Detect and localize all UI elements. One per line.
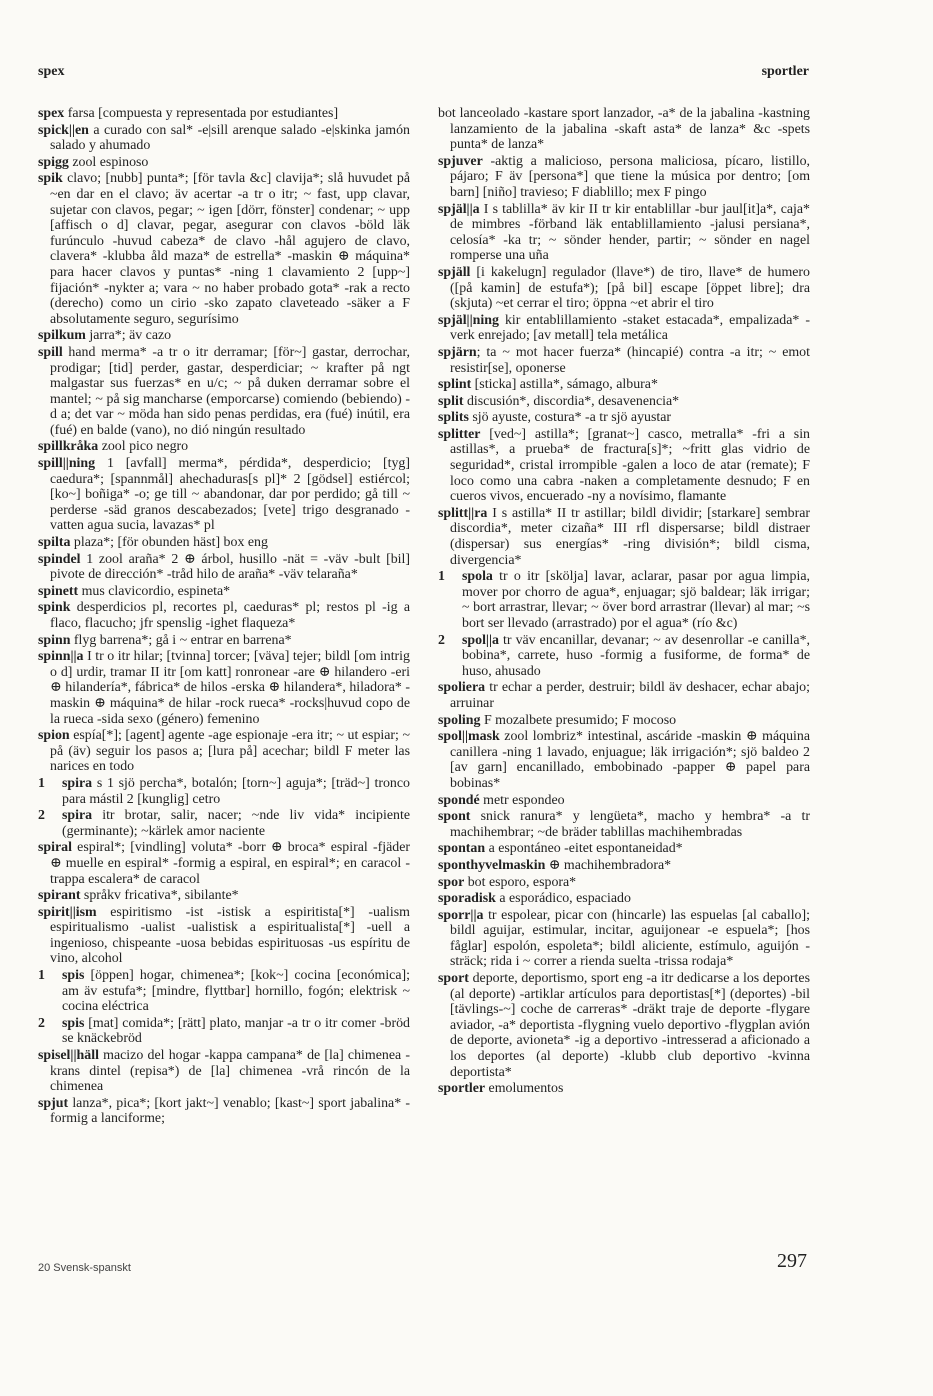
definition: lanza*, pica*; [kort jakt~] venablo; [kast~] sport jabalina* -formig a lanciforme;: [50, 1095, 410, 1127]
running-head-left: spex: [38, 64, 65, 79]
dictionary-entry: [38, 1016, 410, 1047]
definition: desperdicios pl, recortes pl, caeduras* pl; restos pl -ig a flaco, flacucho; jfr spenslig -ighet flaqueza*: [50, 600, 410, 631]
dictionary-entry: [438, 506, 810, 568]
dictionary-entry: [438, 1081, 810, 1097]
definition: tr o itr [skölja] lavar, aclarar, pasar por agua limpia, mover por chorro de agua*, enjuagar; sjö baldear; läk irrigar; ~ bort arrastrar, llevar; ~ över bord arrastrar (llevar) al mar; ~s bort ser llevado (arrastrado) por el agua* (río &c): [462, 569, 810, 631]
definition: zool pico negro: [98, 439, 189, 455]
dictionary-entry: [438, 202, 810, 264]
definition: kir entablillamiento -staket estacada*, empalizada* -verk enrejado; [av metall] tela metálica: [450, 312, 810, 344]
dictionary-entry: [38, 584, 410, 600]
headword: spjäl||ning: [438, 312, 499, 328]
headword: splitter: [438, 426, 481, 442]
dictionary-entry: [438, 793, 810, 809]
definition: farsa [compuesta y representada por estudiantes]: [64, 106, 339, 121]
left-column: [38, 106, 410, 1256]
dictionary-entry: [38, 1048, 410, 1095]
dictionary-entry: [38, 552, 410, 583]
dictionary-entry: [38, 123, 410, 154]
headword: spjäl||a: [438, 201, 480, 217]
headword: spigg: [38, 154, 69, 170]
printer-signature: 20 Svensk-spanskt: [38, 1262, 131, 1274]
definition: [ved~] astilla*; [granat~] casco, metralla* -fri a sin astillas*, a prueba* de fractura[s]*; ~fritt glas vidrio de seguridad*, cristal irrompible -galen a loco de atar (remate); F loco como una cabra -naken a completamente desnudo; F en cueros vivos, encuerado -ny a novísimo, flamante: [450, 426, 810, 505]
headword: spont: [438, 809, 471, 825]
dictionary-entry: [38, 456, 410, 534]
homograph-number: 2: [38, 1015, 45, 1031]
definition: metr espondeo: [479, 792, 565, 808]
dictionary-entry: [438, 875, 810, 891]
dictionary-entry: [438, 313, 810, 344]
headword: spoling: [438, 712, 481, 728]
headword: spink: [38, 600, 71, 616]
definition: I tr o itr hilar; [tvinna] torcer; [väva] tejer; bildl [om intrig o d] urdir, tramar II itr [om katt] ronronear -are ⊕ hilandero -eri ⊕ hilandería*, fábrica* de hilos -erska ⊕ hilandera*, hiladora* -maskin ⊕ máquina* de hilar -rock rueca* -rocks|huvud copo de la rueca -sida sexo (género) femenino: [50, 649, 410, 727]
dictionary-entry: [438, 633, 810, 680]
definition: ⊕ machihembradora*: [545, 857, 672, 873]
headword: spol||mask: [438, 729, 500, 745]
headword: spol||a: [462, 632, 499, 648]
dictionary-entry: [38, 888, 410, 904]
dictionary-entry: [438, 427, 810, 505]
definition: snick ranura* y lengüeta*, macho y hembra* -a tr machihembrar; ~de bräder tablillas machihembradas: [450, 809, 810, 840]
headword: spion: [38, 728, 70, 744]
headword: spilta: [38, 535, 71, 551]
dictionary-entry: [438, 713, 810, 729]
definition: sjö ayuste, costura* -a tr sjö ayustar: [468, 410, 672, 426]
headword: spola: [462, 569, 493, 585]
dictionary-entry: [438, 971, 810, 1080]
definition: I s tablilla* äv kir II tr kir entablillar -bur jaul[it]a*, caja* de mimbres -förband läk entablillamiento -jalusi persiana*, celosía* -ka tr; ~ sönder hender, partir; ~ sönder en nagel romperse una uña: [450, 201, 810, 264]
definition: mus clavicordio, espineta*: [78, 583, 231, 599]
headword: spillkråka: [38, 439, 99, 455]
dictionary-entry: [438, 908, 810, 970]
dictionary-entry: [38, 439, 410, 455]
dictionary-entry: [438, 345, 810, 376]
headword: spjut: [38, 1095, 69, 1111]
headword: spilkum: [38, 328, 86, 344]
definition: a curado con sal* -e|sill arenque salado -e|skinka jamón salado y ahumado: [50, 122, 410, 154]
definition: macizo del hogar -kappa campana* de [la] chimenea -krans dintel (repisa*) de [la] chimenea -vrå rincón de la chimenea: [50, 1048, 410, 1095]
definition: bot esporo, espora*: [464, 874, 577, 890]
definition: clavo; [nubb] punta*; [för tavla &c] clavija*; slå huvudet på ~en dar en el clavo; äv acertar -a tr o itr; ~ fast, upp clavar, sujetar con clavos, pegar; ~ igen [dörr, fönster] condenar; ~ upp [affisch o d] clavar, pegar, asegurar con clavos -böld läk furúnculo -huvud cabeza* de clavo -hål agujero de clavo, clavera* -klubba åld maza* de estrella* -maskin ⊕ máquina* para hacer clavos y puntas* -ning 1 clavamiento 2 [upp~] fijación* -nykter a; vara ~ no haber probado gota* -rak a recto (derecho) como un cirio -sko zapato claveteado -säker a F absolutamente seguro, segurísimo: [50, 171, 410, 327]
headword: spindel: [38, 551, 81, 567]
headword: split: [438, 393, 464, 409]
headword: sponthyvelmaskin: [438, 857, 546, 873]
headword: spirant: [38, 888, 81, 904]
headword: spill: [38, 344, 63, 360]
headword: spiral: [38, 840, 72, 856]
definition: [mat] comida*; [rätt] plato, manjar -a tr o itr comer -bröd se knäckebröd: [62, 1015, 410, 1047]
definition: espía[*]; [agent] agente -age espionaje -era itr; ~ ut espiar; ~ på (äv) seguir los pasos a; [lura på] acechar; bildl F meter las narices en todo: [50, 728, 410, 775]
page-number: 297: [777, 1250, 807, 1272]
homograph-number: 2: [438, 632, 445, 648]
headword: spoliera: [438, 680, 486, 696]
dictionary-entry: [38, 840, 410, 887]
definition: 1 [avfall] merma*, pérdida*, desperdicio; [tyg] caedura*; [spannmål] ahechaduras[s pl]* 2 [gödsel] estiércol; [ko~] boñiga* -o; ge till ~ abandonar, dar por perdido; gå till ~ perderse -säd granos descabezados; [vete] trigo desgranado -vatten agua sucia, lavazas* pl: [50, 456, 410, 534]
definition: emolumentos: [485, 1081, 564, 1097]
headword: sporr||a: [438, 907, 484, 923]
headword: spik: [38, 171, 63, 187]
dictionary-entry: [38, 155, 410, 171]
dictionary-entry: [38, 776, 410, 807]
headword: sportler: [438, 1081, 486, 1097]
definition: jarra*; äv cazo: [85, 328, 172, 344]
homograph-number: 2: [38, 808, 45, 824]
headword: spjuver: [438, 153, 483, 169]
dictionary-entry: [438, 377, 810, 393]
headword: spinn: [38, 632, 71, 648]
homograph-number: 1: [38, 775, 45, 791]
definition: tr espolear, picar con (hincarle) las espuelas [al caballo]; bildl aguijar, estimular, incitar, aguijonear -e espuela*; [hos fåglar] espolón, espoleta*; bildl aliciente, estímulo, aguijón -sträck; rida i ~ correr a rienda suelta -trissa rodaja*: [450, 907, 810, 970]
definition: språkv fricativa*, sibilante*: [80, 888, 239, 904]
dictionary-entry: [438, 265, 810, 312]
headword: spinn||a: [38, 649, 84, 665]
headword: sport: [438, 971, 469, 987]
definition: zool lombriz* intestinal, ascáride -maskin ⊕ máquina canillera -ning 1 lavado, enjuague; läk irrigación*; sjö baldeo 2 [av garn] encanillado, embobinado -papper ⊕ papel para bobinas*: [450, 729, 810, 791]
headword: splitt||ra: [438, 505, 488, 521]
headword: spisel||häll: [38, 1048, 99, 1064]
headword: spjäll: [438, 264, 471, 280]
homograph-number: 1: [38, 968, 45, 984]
dictionary-entry: [438, 154, 810, 201]
definition: I s astilla* II tr astillar; bildl dividir; [starkare] sembrar discordia*, meter cizaña* III rfl dispersarse; bildl distraer (dispersar) sus energías* -ring división*; bildl cisma, divergencia*: [450, 505, 810, 568]
definition: [öppen] hogar, chimenea*; [kok~] cocina [económica]; am äv estufa*; [mindre, flyttbar] hornillo, fogón; elektrisk ~ cocina eléctrica: [62, 968, 410, 1015]
dictionary-entry: [38, 171, 410, 327]
definition: a espontáneo -eitet espontaneidad*: [485, 841, 683, 857]
dictionary-entry: [38, 106, 410, 122]
definition: [sticka] astilla*, sámago, albura*: [471, 377, 658, 393]
definition: flyg barrena*; gå i ~ entrar en barrena*: [70, 632, 292, 648]
definition: itr brotar, salir, nacer; ~nde liv vida* incipiente (germinante); ~kärlek amor naciente: [62, 808, 410, 839]
dictionary-entry: [438, 680, 810, 711]
headword: splint: [438, 377, 472, 393]
dictionary-entry: [438, 410, 810, 426]
headword: sporadisk: [438, 891, 496, 907]
headword: spirit||ism: [38, 904, 97, 920]
dictionary-entry: [38, 808, 410, 839]
headword: spick||en: [38, 122, 89, 138]
headword: spontan: [438, 841, 486, 857]
definition: ; ta ~ mot hacer fuerza* (hincapié) contra -a itr; ~ emot resistir[se], oponerse: [450, 344, 810, 376]
headword: spor: [438, 874, 465, 890]
definition: s 1 sjö percha*, botalón; [torn~] aguja*; [träd~] tronco para mástil 2 [kunglig] cetro: [62, 775, 410, 807]
definition: espiral*; [vindling] voluta* -borr ⊕ broca* espiral -fjäder ⊕ muelle en espiral* -formig a espiral, en espiral*; en caracol -trappa escalera* de caracol: [50, 840, 410, 887]
definition: a esporádico, espaciado: [495, 891, 631, 907]
definition: -aktig a malicioso, persona maliciosa, pícaro, listillo, pájaro; F äv [persona*] que tiene la música por dentro; [om barn] [niño] travieso; F diablillo; mex F pingo: [450, 153, 810, 200]
dictionary-entry: [438, 569, 810, 631]
definition: discusión*, discordia*, desavenencia*: [463, 393, 680, 409]
headword: spis: [62, 968, 85, 984]
dictionary-entry: [438, 809, 810, 840]
dictionary-entry: [438, 729, 810, 791]
definition: F mozalbete presumido; F mocoso: [480, 712, 677, 728]
definition: [i kakelugn] regulador (llave*) de tiro, llave* de humero ([på kamin] de estufa*); [på bil] escape [öppet libre]; dra (skjuta) ~et cerrar el tiro; öppna ~et abrir el tiro: [450, 264, 810, 312]
dictionary-entry: [438, 394, 810, 410]
definition: tr echar a perder, destruir; bildl äv deshacer, echar abajo; arruinar: [450, 680, 810, 711]
dictionary-entry: [38, 328, 410, 344]
definition: bot lanceolado -kastare sport lanzador, -a* de la jabalina -kastning lanzamiento de la jabalina -skaft asta* de lanza* &c -spets punta* de lanza*: [438, 106, 810, 153]
dictionary-entry: [38, 1096, 410, 1127]
definition: deporte, deportismo, sport eng -a itr dedicarse a los deportes (al deporte) -artiklar artículos para deportistas[*] (deportes) -bil [tävlings-~] coche de carreras* -dräkt traje de deporte -flygare aviador, -a* deportista -flygning vuelo deportivo -flygplan avión de deporte, avioneta* -ig a deportivo -intresserad a aficionado a los deportes (al deporte) -klubb club deportivo -kvinna deportista*: [450, 971, 810, 1080]
definition: zool espinoso: [68, 154, 149, 170]
dictionary-entry: [38, 600, 410, 631]
homograph-number: 1: [438, 569, 445, 585]
right-column: [438, 106, 810, 1246]
dictionary-entry: [438, 891, 810, 907]
definition: tr väv encanillar, devanar; ~ av desenrollar -e canilla*, bobina*, carrete, huso -formig a fusiforme, de forma* de huso, ahusado: [462, 632, 810, 679]
dictionary-entry: [438, 106, 810, 153]
definition: espiritismo -ist -istisk a espiritista[*] -ualism espiritualismo -ualist -ualistisk a espiritualista[*] -uell a ingenioso, chispeante -uosa bebidas espirituosas -us espíritu de vino, alcohol: [50, 904, 410, 967]
headword: spill||ning: [38, 456, 96, 472]
definition: plaza*; [för obunden häst] box eng: [70, 535, 268, 551]
dictionary-entry: [38, 345, 410, 439]
dictionary-entry: [38, 535, 410, 551]
headword: spex: [38, 106, 65, 121]
definition: hand merma* -a tr o itr derramar; [för~] gastar, derrochar, prodigar; [tid] perder, gastar, desperdiciar; ~ krafter på ngt malgastar sus fuerzas* en u/c; ~ på duken derramar sobre el mantel; ~ på sig mancharse (emporcarse) comiendo (bebiendo) -d a; det var ~ möda han sido penas perdidas, era (fué) inútil, era (fué) en balde (vano), no dió ningún resultado: [50, 344, 410, 438]
headword: spira: [62, 775, 93, 791]
headword: spjärn: [438, 344, 477, 360]
dictionary-entry: [438, 841, 810, 857]
dictionary-entry: [38, 905, 410, 967]
dictionary-entry: [38, 633, 410, 649]
headword: spinett: [38, 583, 79, 599]
headword: splits: [438, 410, 469, 426]
headword: spondé: [438, 792, 480, 808]
definition: 1 zool araña* 2 ⊕ árbol, husillo -nät = -väv -bult [bil] pivote de dirección* -tråd hilo de araña* -väv telaraña*: [50, 551, 410, 583]
dictionary-entry: [38, 968, 410, 1015]
dictionary-entry: [38, 649, 410, 727]
headword: spis: [62, 1015, 85, 1031]
dictionary-entry: [438, 858, 810, 874]
dictionary-entry: [38, 728, 410, 775]
running-head-right: sportler: [761, 64, 809, 79]
headword: spira: [62, 808, 93, 824]
